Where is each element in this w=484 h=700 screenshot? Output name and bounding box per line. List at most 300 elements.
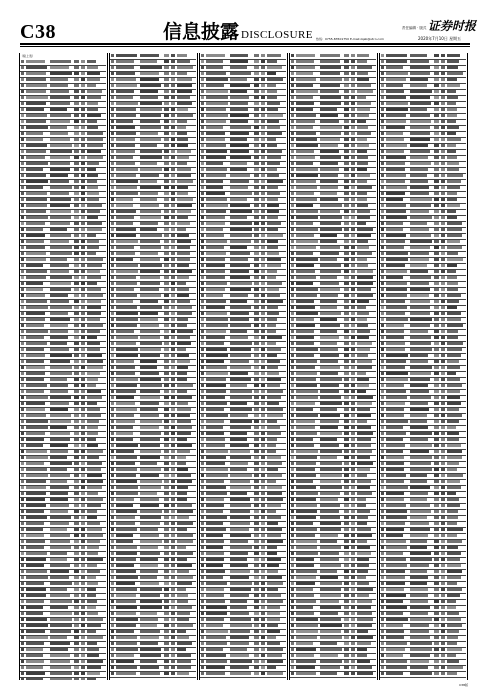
table-cell — [291, 612, 294, 614]
table-cell — [177, 480, 192, 482]
table-cell — [410, 66, 430, 68]
table-cell — [26, 450, 47, 452]
table-cell — [50, 594, 70, 596]
table-cell — [267, 114, 283, 116]
table-cell — [254, 324, 259, 326]
table-cell — [74, 420, 79, 422]
table-cell — [21, 672, 24, 674]
table-cell — [441, 210, 445, 212]
column-border — [379, 53, 380, 680]
table-cell — [206, 270, 225, 272]
table-cell — [140, 54, 159, 56]
table-cell — [357, 126, 368, 128]
table-cell — [381, 408, 384, 410]
table-cell — [116, 138, 135, 140]
table-cell — [87, 618, 103, 620]
table-cell — [206, 204, 228, 206]
table-cell — [254, 396, 259, 398]
table-cell — [434, 582, 439, 584]
table-column — [200, 53, 286, 680]
table-cell — [254, 114, 259, 116]
table-cell — [201, 378, 204, 380]
table-cell — [164, 642, 169, 644]
table-cell — [74, 348, 79, 350]
column-border — [467, 53, 468, 680]
table-cell — [447, 126, 459, 128]
table-cell — [410, 90, 432, 92]
table-cell — [87, 330, 100, 332]
table-cell — [171, 306, 175, 308]
table-cell — [254, 618, 259, 620]
table-cell — [140, 546, 158, 548]
table-cell — [441, 642, 445, 644]
table-cell — [447, 114, 457, 116]
table-cell — [164, 162, 169, 164]
table-cell — [441, 156, 445, 158]
table-cell — [81, 306, 85, 308]
table-cell — [441, 636, 445, 638]
table-cell — [296, 528, 317, 530]
table-cell — [116, 312, 138, 314]
table-cell — [87, 546, 99, 548]
table-cell — [344, 120, 349, 122]
table-cell — [357, 462, 373, 464]
table-cell — [434, 480, 439, 482]
table-cell — [254, 198, 259, 200]
table-cell — [74, 642, 79, 644]
table-cell — [206, 336, 225, 338]
table-cell — [296, 348, 318, 350]
table-cell — [296, 270, 315, 272]
table-cell — [171, 420, 175, 422]
table-cell — [201, 462, 204, 464]
table-cell — [21, 210, 24, 212]
table-cell — [87, 420, 99, 422]
table-cell — [74, 192, 79, 194]
table-cell — [116, 384, 137, 386]
table-cell — [261, 648, 265, 650]
table-cell — [267, 588, 278, 590]
table-cell — [50, 66, 69, 68]
table-cell — [351, 66, 355, 68]
table-cell — [441, 198, 445, 200]
table-cell — [81, 318, 85, 320]
table-cell — [261, 66, 265, 68]
table-cell — [254, 216, 259, 218]
table-cell — [381, 486, 384, 488]
table-cell — [50, 564, 70, 566]
table-cell — [201, 624, 204, 626]
table-cell — [21, 474, 24, 476]
table-cell — [230, 300, 247, 302]
table-cell — [164, 330, 169, 332]
table-cell — [410, 324, 430, 326]
table-cell — [201, 210, 204, 212]
table-cell — [81, 198, 85, 200]
table-cell — [447, 120, 456, 122]
table-cell — [74, 270, 79, 272]
table-cell — [50, 282, 71, 284]
table-cell — [206, 300, 226, 302]
table-cell — [177, 504, 192, 506]
table-cell — [26, 504, 46, 506]
table-cell — [206, 132, 225, 134]
table-cell — [434, 180, 439, 182]
table-cell — [386, 102, 408, 104]
table-cell — [201, 630, 204, 632]
table-cell — [21, 228, 24, 230]
table-cell — [381, 552, 384, 554]
table-cell — [140, 588, 162, 590]
table-cell — [26, 270, 47, 272]
table-cell — [87, 156, 103, 158]
table-cell — [434, 312, 439, 314]
table-cell — [81, 246, 85, 248]
table-cell — [111, 516, 114, 518]
table-cell — [386, 306, 407, 308]
table-cell — [434, 450, 439, 452]
table-cell — [201, 258, 204, 260]
table-cell — [386, 222, 403, 224]
table-cell — [291, 450, 294, 452]
table-cell — [261, 486, 265, 488]
table-cell — [177, 66, 193, 68]
table-cell — [116, 198, 133, 200]
table-cell — [351, 210, 355, 212]
table-cell — [357, 414, 371, 416]
table-cell — [164, 510, 169, 512]
table-cell — [201, 414, 204, 416]
table-cell — [87, 288, 101, 290]
table-cell — [410, 462, 431, 464]
table-cell — [357, 390, 366, 392]
table-cell — [140, 606, 162, 608]
table-cell — [344, 72, 349, 74]
table-cell — [351, 60, 355, 62]
table-cell — [344, 432, 349, 434]
table-cell — [116, 126, 135, 128]
table-cell — [206, 462, 225, 464]
table-cell — [171, 570, 175, 572]
table-cell — [74, 168, 79, 170]
table-cell — [441, 96, 445, 98]
table-cell — [410, 180, 428, 182]
table-cell — [381, 528, 384, 530]
table-cell — [50, 306, 72, 308]
table-cell — [111, 336, 114, 338]
table-cell — [254, 252, 259, 254]
table-cell — [441, 174, 445, 176]
table-cell — [434, 342, 439, 344]
table-cell — [434, 78, 439, 80]
table-cell — [26, 372, 45, 374]
table-cell — [116, 444, 138, 446]
table-cell — [140, 504, 159, 506]
table-cell — [344, 342, 349, 344]
table-cell — [21, 534, 24, 536]
table-cell — [164, 114, 169, 116]
table-cell — [410, 450, 429, 452]
table-cell — [351, 114, 355, 116]
table-cell — [50, 360, 70, 362]
table-cell — [357, 90, 373, 92]
table-cell — [381, 576, 384, 578]
table-cell — [320, 354, 339, 356]
table-cell — [291, 654, 294, 656]
table-cell — [26, 204, 47, 206]
column-border — [199, 53, 200, 680]
table-cell — [81, 648, 85, 650]
table-cell — [206, 54, 225, 56]
table-cell — [177, 600, 188, 602]
table-cell — [111, 426, 114, 428]
table-cell — [74, 672, 79, 674]
table-cell — [254, 264, 259, 266]
table-cell — [50, 102, 70, 104]
table-cell — [26, 240, 44, 242]
table-cell — [26, 498, 45, 500]
table-cell — [21, 438, 24, 440]
table-cell — [447, 588, 462, 590]
section-title-cn: 信息披露 — [163, 21, 240, 43]
table-cell — [441, 630, 445, 632]
table-cell — [206, 606, 227, 608]
table-cell — [81, 528, 85, 530]
table-cell — [87, 258, 103, 260]
table-cell — [171, 240, 175, 242]
table-cell — [357, 294, 373, 296]
table-cell — [87, 60, 96, 62]
table-cell — [164, 408, 169, 410]
table-cell — [381, 438, 384, 440]
table-cell — [386, 324, 404, 326]
table-cell — [254, 636, 259, 638]
table-cell — [254, 510, 259, 512]
table-cell — [177, 378, 187, 380]
table-cell — [410, 414, 427, 416]
table-cell — [116, 216, 134, 218]
table-cell — [81, 468, 85, 470]
table-cell — [87, 414, 101, 416]
table-cell — [344, 138, 349, 140]
table-cell — [21, 390, 24, 392]
table-cell — [81, 384, 85, 386]
table-cell — [447, 492, 456, 494]
table-cell — [351, 204, 355, 206]
table-cell — [74, 318, 79, 320]
table-cell — [177, 426, 192, 428]
table-cell — [206, 216, 225, 218]
table-cell — [434, 306, 439, 308]
table-cell — [206, 252, 226, 254]
table-cell — [87, 588, 96, 590]
table-cell — [81, 354, 85, 356]
table-cell — [357, 468, 370, 470]
table-cell — [351, 180, 355, 182]
table-cell — [171, 390, 175, 392]
table-cell — [87, 462, 102, 464]
table-cell — [447, 162, 459, 164]
table-cell — [111, 438, 114, 440]
table-cell — [140, 492, 157, 494]
table-cell — [74, 288, 79, 290]
table-cell — [261, 318, 265, 320]
table-cell — [351, 618, 355, 620]
table-cell — [254, 426, 259, 428]
table-cell — [447, 240, 460, 242]
table-cell — [254, 576, 259, 578]
table-cell — [26, 192, 47, 194]
table-cell — [386, 570, 405, 572]
table-cell — [230, 588, 251, 590]
table-cell — [296, 594, 314, 596]
table-cell — [116, 222, 133, 224]
table-cell — [267, 672, 283, 674]
table-cell — [26, 210, 46, 212]
table-cell — [320, 312, 341, 314]
table-cell — [26, 624, 48, 626]
table-cell — [74, 546, 79, 548]
table-cell — [320, 420, 339, 422]
table-cell — [267, 582, 283, 584]
table-cell — [140, 204, 159, 206]
table-cell — [267, 144, 277, 146]
table-cell — [50, 636, 67, 638]
table-cell — [434, 366, 439, 368]
table-cell — [26, 180, 48, 182]
table-cell — [177, 324, 187, 326]
table-cell — [171, 252, 175, 254]
table-cell — [357, 384, 369, 386]
table-cell — [357, 114, 369, 116]
table-cell — [441, 336, 445, 338]
table-cell — [111, 384, 114, 386]
table-cell — [434, 642, 439, 644]
table-cell — [447, 438, 459, 440]
table-cell — [441, 276, 445, 278]
table-cell — [111, 540, 114, 542]
table-cell — [111, 360, 114, 362]
table-cell — [164, 192, 169, 194]
table-cell — [261, 438, 265, 440]
table-cell — [357, 516, 368, 518]
table-cell — [74, 120, 79, 122]
table-cell — [140, 78, 159, 80]
table-cell — [74, 108, 79, 110]
table-cell — [111, 666, 114, 668]
table-cell — [177, 516, 189, 518]
table-cell — [111, 498, 114, 500]
table-cell — [441, 612, 445, 614]
table-cell — [206, 534, 223, 536]
table-cell — [267, 522, 278, 524]
table-cell — [291, 348, 294, 350]
table-cell — [291, 276, 294, 278]
table-cell — [171, 234, 175, 236]
table-cell — [261, 606, 265, 608]
table-cell — [21, 540, 24, 542]
table-cell — [254, 642, 259, 644]
table-cell — [351, 54, 355, 56]
table-cell — [177, 420, 191, 422]
table-cell — [164, 564, 169, 566]
table-cell — [447, 72, 463, 74]
table-cell — [21, 666, 24, 668]
table-cell — [177, 582, 192, 584]
table-cell — [386, 78, 406, 80]
table-cell — [201, 276, 204, 278]
table-cell — [21, 84, 24, 86]
table-cell — [296, 618, 318, 620]
table-cell — [386, 360, 406, 362]
table-cell — [254, 342, 259, 344]
table-cell — [291, 498, 294, 500]
table-cell — [26, 78, 46, 80]
table-cell — [206, 228, 223, 230]
table-cell — [116, 492, 138, 494]
table-cell — [434, 636, 439, 638]
table-cell — [351, 108, 355, 110]
table-cell — [447, 90, 456, 92]
table-cell — [81, 294, 85, 296]
table-cell — [320, 534, 338, 536]
table-cell — [26, 636, 48, 638]
table-cell — [87, 450, 103, 452]
table-cell — [74, 582, 79, 584]
table-cell — [434, 612, 439, 614]
table-cell — [386, 126, 405, 128]
table-cell — [87, 426, 98, 428]
table-cell — [177, 138, 188, 140]
table-cell — [410, 60, 429, 62]
table-cell — [206, 402, 227, 404]
table-cell — [296, 324, 315, 326]
table-cell — [177, 390, 187, 392]
table-cell — [140, 444, 160, 446]
table-cell — [50, 258, 67, 260]
table-cell — [261, 78, 265, 80]
table-cell — [74, 534, 79, 536]
table-cell — [26, 522, 44, 524]
table-cell — [447, 384, 462, 386]
table-cell — [447, 222, 462, 224]
table-cell — [254, 120, 259, 122]
table-cell — [344, 234, 349, 236]
table-cell — [320, 84, 340, 86]
table-cell — [140, 618, 158, 620]
table-cell — [261, 366, 265, 368]
table-cell — [441, 342, 445, 344]
table-cell — [441, 528, 445, 530]
table-cell — [177, 534, 193, 536]
table-cell — [447, 186, 460, 188]
table-cell — [296, 306, 315, 308]
table-cell — [447, 258, 463, 260]
table-cell — [291, 84, 294, 86]
table-cell — [291, 186, 294, 188]
table-cell — [254, 630, 259, 632]
table-cell — [140, 162, 157, 164]
table-cell — [261, 216, 265, 218]
table-cell — [344, 66, 349, 68]
table-cell — [410, 648, 432, 650]
table-cell — [434, 60, 439, 62]
table-cell — [344, 366, 349, 368]
table-cell — [267, 384, 280, 386]
table-cell — [261, 180, 265, 182]
table-cell — [21, 426, 24, 428]
table-cell — [50, 498, 68, 500]
